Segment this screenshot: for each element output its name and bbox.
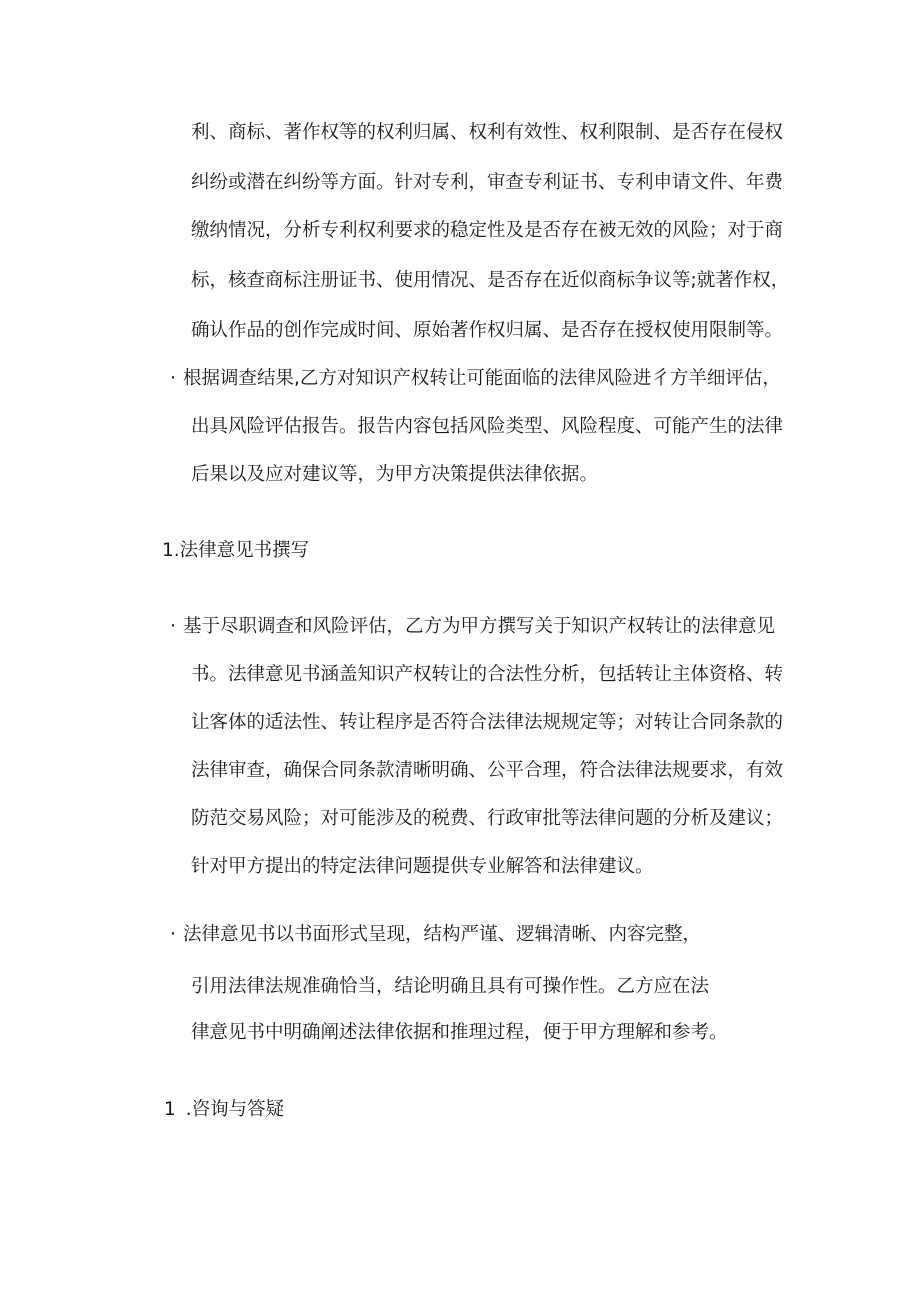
paragraph-line: 出具风险评估报告。报告内容包括风险类型、风险程度、可能产生的法律 bbox=[191, 416, 784, 437]
bullet-mark: · bbox=[170, 616, 176, 637]
bullet-mark: · bbox=[170, 368, 176, 389]
paragraph-line: 确认作品的创作完成时间、原始著作权归属、是否存在授权使用限制等。 bbox=[191, 320, 784, 341]
paragraph-line: 律意见书中明确阐述法律依据和推理过程，便于甲方理解和参考。 bbox=[191, 1022, 728, 1043]
paragraph-line: 引用法律法规准确恰当，结论明确且具有可操作性。乙方应在法 bbox=[191, 976, 710, 997]
paragraph-line: 纠纷或潜在纠纷等方面。针对专利，审查专利证书、专利申请文件、年费 bbox=[191, 172, 784, 193]
paragraph-line: 法律意见书以书面形式呈现，结构严谨、逻辑清晰、内容完整， bbox=[183, 924, 702, 945]
paragraph-line: 法律审查，确保合同条款清晰明确、公平合理，符合法律法规要求，有效 bbox=[191, 760, 784, 781]
paragraph-line: 后果以及应对建议等，为甲方决策提供法律依据。 bbox=[191, 464, 599, 485]
paragraph-line: 缴纳情况，分析专利权利要求的稳定性及是否存在被无效的风险；对于商 bbox=[191, 220, 784, 241]
paragraph-line: 防范交易风险；对可能涉及的税费、行政审批等法律问题的分析及建议； bbox=[191, 808, 784, 829]
paragraph-line: 基于尽职调查和风险评估，乙方为甲方撰写关于知识产权转让的法律意见 bbox=[183, 616, 776, 637]
bullet-mark: · bbox=[170, 924, 176, 945]
paragraph-line: 书。法律意见书涵盖知识产权转让的合法性分析，包括转让主体资格、转 bbox=[191, 664, 784, 685]
paragraph-line: 根据调查结果,乙方对知识产权转让可能面临的法律风险进彳方羊细评估， bbox=[183, 368, 781, 389]
paragraph-line: 针对甲方提出的特定法律问题提供专业解答和法律建议。 bbox=[191, 856, 654, 877]
section-number: 1 bbox=[164, 1099, 176, 1120]
paragraph-line: 利、商标、著作权等的权利归属、权利有效性、权利限制、是否存在侵权 bbox=[191, 122, 784, 143]
section-heading bbox=[164, 1097, 284, 1123]
paragraph-line: 标，核查商标注册证书、使用情况、是否存在近似商标争议等;就著作权， bbox=[191, 270, 790, 291]
section-title: .咨询与答疑 bbox=[185, 1099, 285, 1120]
section-heading: 1.法律意见书撰写 bbox=[162, 540, 310, 561]
paragraph-line: 让客体的适法性、转让程序是否符合法律法规规定等；对转让合同条款的 bbox=[191, 712, 784, 733]
